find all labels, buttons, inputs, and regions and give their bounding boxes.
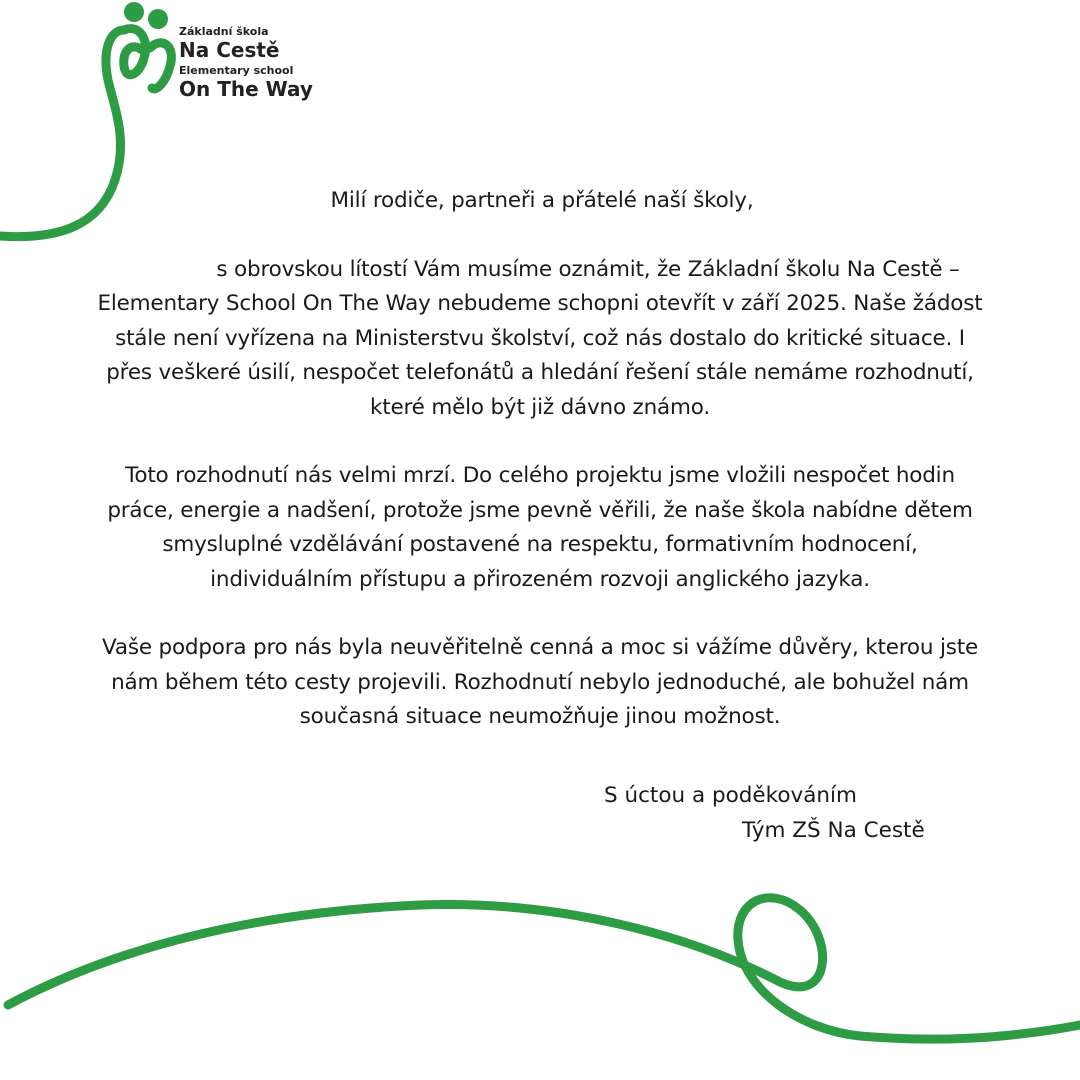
- paragraph-3-line: Vaše podpora pro nás byla neuvěřitelně cenná a moc si vážíme důvěry, kterou jste: [102, 635, 978, 660]
- paragraph-3-line: současná situace neumožňuje jinou možnost.: [299, 704, 781, 729]
- closing-line: S úctou a poděkováním: [604, 783, 857, 808]
- logo-line-na-ceste: Na Cestě: [179, 38, 280, 62]
- logo-line-on-the-way: On The Way: [179, 77, 313, 101]
- paragraph-1-line: které mělo být již dávno známo.: [370, 394, 710, 420]
- paragraph-1-line: přes veškeré úsilí, nespočet telefonátů a hledání řešení stále nemáme rozhodnutí,: [106, 360, 974, 385]
- paragraph-1-line: stále není vyřízena na Ministerstvu školství, což nás dostalo do kritické situace. I: [115, 325, 965, 351]
- closing-signature: [604, 779, 925, 848]
- logo-line-elementary-school: Elementary school: [179, 64, 294, 77]
- paragraph-1: [40, 253, 1040, 426]
- paragraph-2-line: práce, energie a nadšení, protože jsme pevně věřili, že naše škola nabídne dětem: [107, 497, 973, 523]
- school-logo-text: [179, 26, 313, 99]
- paragraph-1-line: s obrovskou lítostí Vám musíme oznámit, že Základní školu Na Cestě –: [216, 256, 960, 282]
- letter-body: [40, 184, 1040, 735]
- paragraph-3: [40, 631, 1040, 735]
- signature-team: Tým ZŠ Na Cestě: [742, 817, 925, 843]
- greeting: Milí rodiče, partneři a přátelé naší školy,: [330, 188, 754, 213]
- paragraph-2-line: Toto rozhodnutí nás velmi mrzí. Do celého projektu jsme vložili nespočet hodin: [125, 463, 955, 488]
- paragraph-1-line: Elementary School On The Way nebudeme schopni otevřít v září 2025. Naše žádost: [97, 291, 983, 316]
- bottom-ribbon: [8, 898, 1080, 1039]
- paragraph-2: [40, 459, 1040, 597]
- paragraph-3-line: nám během této cesty projevili. Rozhodnutí nebylo jednoduché, ale bohužel nám: [111, 669, 969, 695]
- paragraph-2-line: individuálním přístupu a přirozeném rozvoji anglického jazyka.: [210, 566, 870, 592]
- logo-mark: [124, 2, 172, 89]
- paragraph-2-line: smysluplné vzdělávání postavené na respektu, formativním hodnocení,: [162, 532, 918, 557]
- logo-line-zakladni-skola: Základní škola: [179, 25, 269, 38]
